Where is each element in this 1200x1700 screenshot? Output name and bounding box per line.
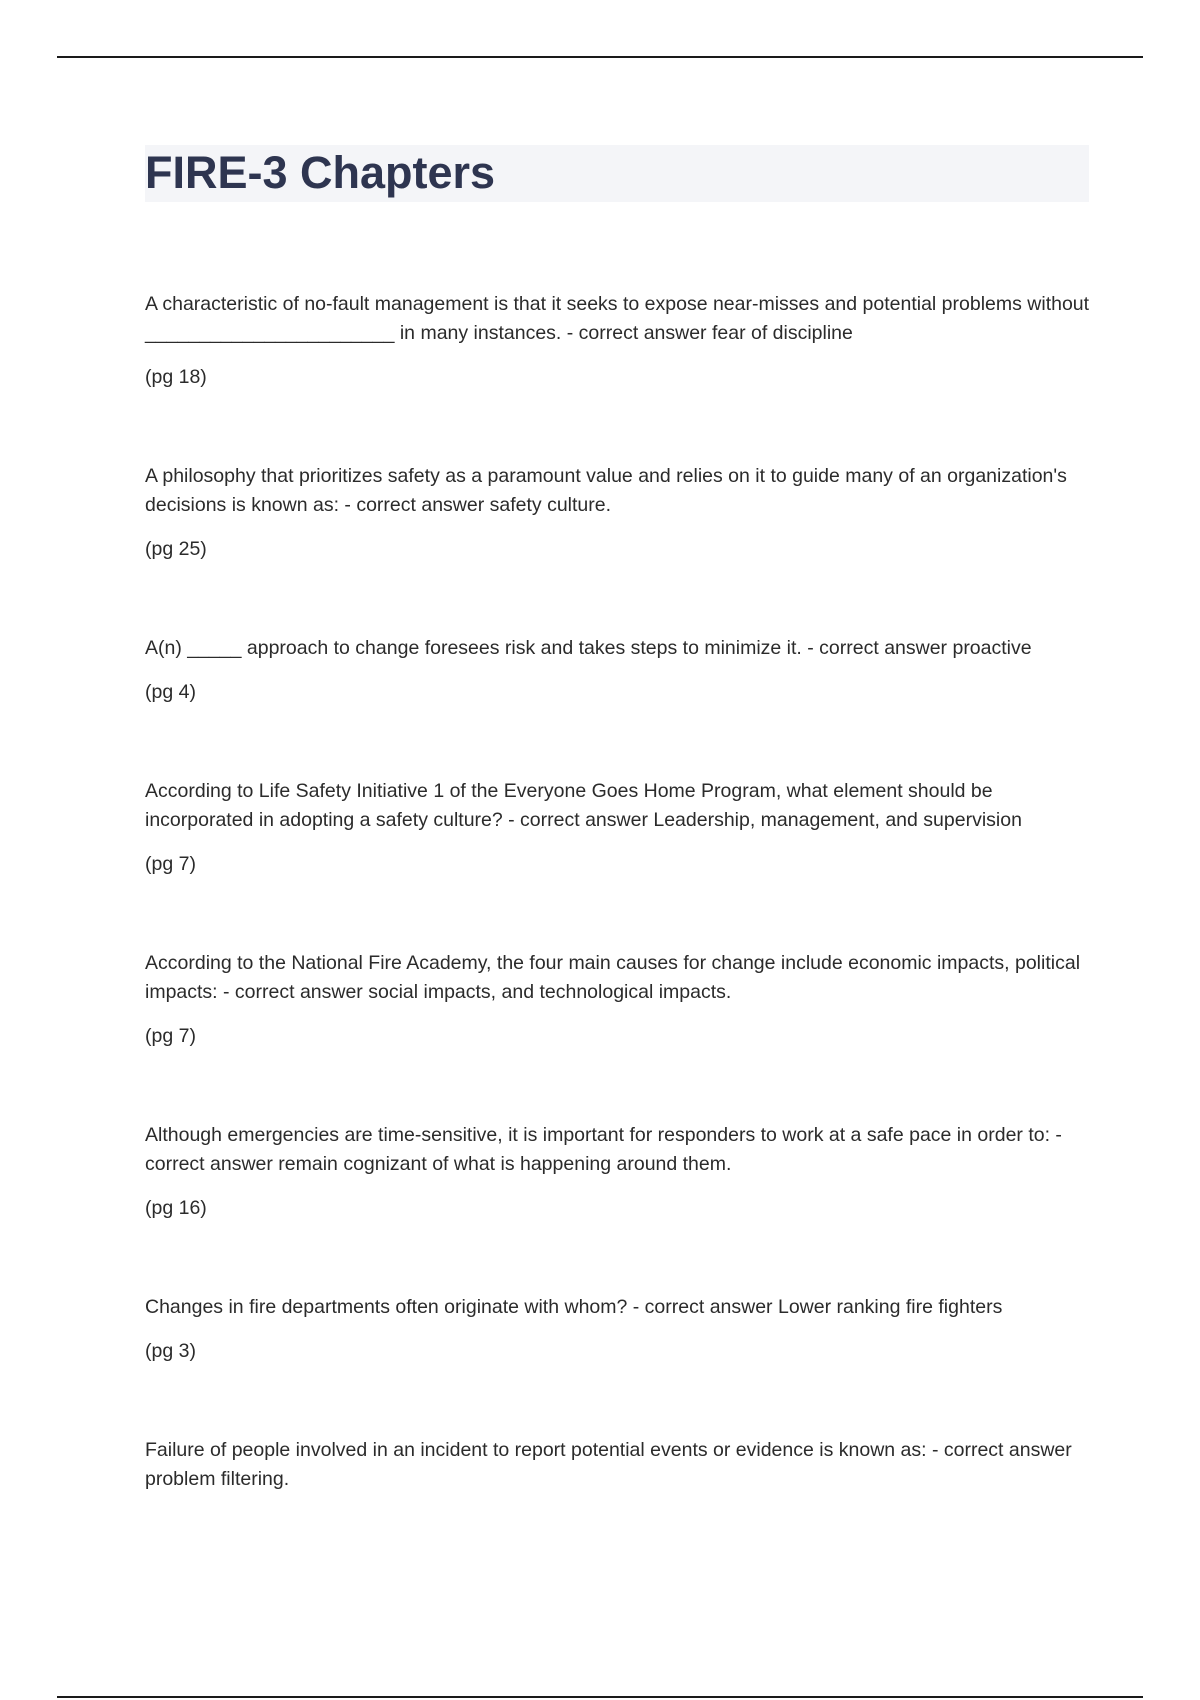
qa-item xyxy=(145,1293,1090,1366)
qa-item xyxy=(145,1436,1090,1494)
qa-text: Although emergencies are time-sensitive, it is important for responders to work at a safe pace in order to: - correct answer remain cognizant of what is happening around them. xyxy=(145,1124,1062,1175)
qa-text: Changes in fire departments often originate with whom? - correct answer Lower ranking fire fighters xyxy=(145,1296,1003,1318)
qa-page-ref: (pg 4) xyxy=(145,681,196,703)
qa-item xyxy=(145,634,1090,707)
qa-item xyxy=(145,1121,1090,1223)
qa-text: According to the National Fire Academy, the four main causes for change include economic impacts, political impacts: - correct answer social impacts, and technological impacts. xyxy=(145,952,1081,1003)
qa-page-ref: (pg 18) xyxy=(145,366,207,388)
qa-page-ref: (pg 7) xyxy=(145,1025,196,1047)
qa-text: A characteristic of no-fault management is that it seeks to expose near-misses and potential problems without _______________________ in many instances. - correct answer fear of discipline xyxy=(145,293,1090,344)
document-title: FIRE-3 Chapters xyxy=(145,147,496,198)
top-rule xyxy=(57,56,1143,58)
bottom-rule xyxy=(57,1696,1143,1698)
qa-item xyxy=(145,290,1090,392)
qa-page-ref: (pg 16) xyxy=(145,1197,207,1219)
qa-text: A philosophy that prioritizes safety as a paramount value and relies on it to guide many of an organization's decisions is known as: - correct answer safety culture. xyxy=(145,465,1067,516)
qa-page-ref: (pg 3) xyxy=(145,1340,196,1362)
qa-list xyxy=(145,290,1090,1564)
qa-text: According to Life Safety Initiative 1 of the Everyone Goes Home Program, what element should be incorporated in adopting a safety culture? - correct answer Leadership, management, and supervision xyxy=(145,780,1022,831)
qa-page-ref: (pg 7) xyxy=(145,853,196,875)
qa-item xyxy=(145,949,1090,1051)
qa-text: A(n) _____ approach to change foresees risk and takes steps to minimize it. - correct answer proactive xyxy=(145,637,1032,659)
qa-text: Failure of people involved in an incident to report potential events or evidence is known as: - correct answer problem filtering. xyxy=(145,1439,1072,1490)
qa-page-ref: (pg 25) xyxy=(145,538,207,560)
qa-item xyxy=(145,777,1090,879)
qa-item xyxy=(145,462,1090,564)
